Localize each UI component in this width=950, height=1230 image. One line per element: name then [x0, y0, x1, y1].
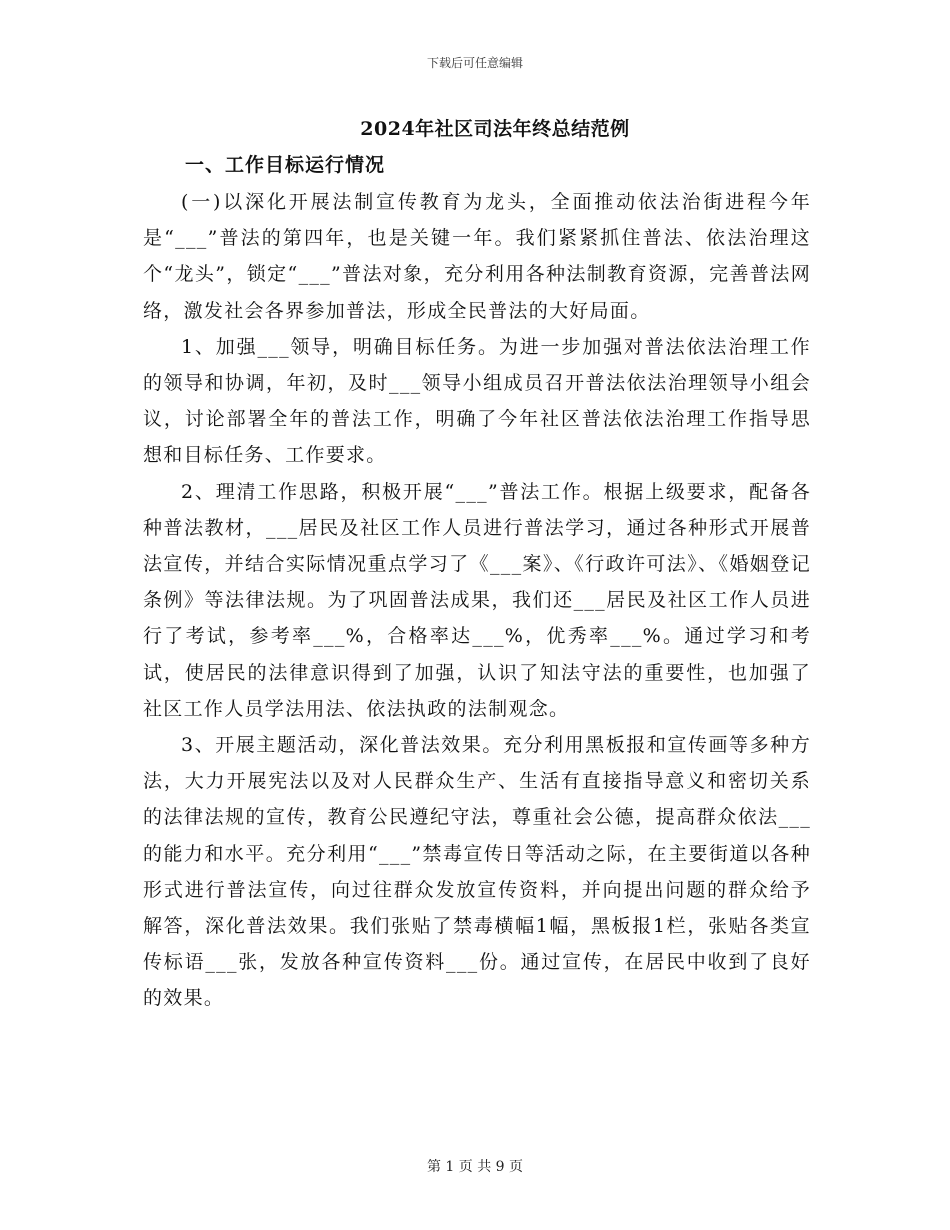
paragraph-intro: (一)以深化开展法制宣传教育为龙头，全面推动依法治街进程今年是“___”普法的第四年，也是关键一年。我们紧紧抓住普法、依法治理这个“龙头”，锁定“___”普法对象，充分利用各种法制教育资源，完善普法网络，激发社会各界参加普法，形成全民普法的大好局面。: [143, 191, 811, 322]
page-footer: 第 1 页 共 9 页: [426, 1159, 524, 1175]
paragraph-2: 2、理清工作思路，积极开展“___”普法工作。根据上级要求，配备各种普法教材，___居民及社区工作人员进行普法学习，通过各种形式开展普法宣传，并结合实际情况重点学习了《___案》、《行政许可法》、《婚姻登记条例》等法律法规。为了巩固普法成果，我们还___居民及社区工作人员进行了考试，参考率___%，合格率达___%，优秀率___%。通过学习和考试，使居民的法律意识得到了加强，认识了知法守法的重要性，也加强了社区工作人员学法用法、依法执政的法制观念。: [143, 480, 811, 720]
body-text: [143, 184, 811, 1017]
paragraph-1: 1、加强___领导，明确目标任务。为进一步加强对普法依法治理工作的领导和协调，年初，及时___领导小组成员召开普法依法治理领导小组会议，讨论部署全年的普法工作，明确了今年社区普法依法治理工作指导思想和目标任务、工作要求。: [143, 335, 811, 467]
document-title: 2024年社区司法年终总结范例: [360, 118, 630, 140]
header-note: 下载后可任意编辑: [426, 56, 523, 70]
paragraph-3: 3、开展主题活动，深化普法效果。充分利用黑板报和宣传画等多种方法，大力开展宪法以及对人民群众生产、生活有直接指导意义和密切关系的法律法规的宣传，教育公民遵纪守法，尊重社会公德，提高群众依法___的能力和水平。充分利用“___”禁毒宣传日等活动之际，在主要街道以各种形式进行普法宣传，向过往群众发放宣传资料，并向提出问题的群众给予解答，深化普法效果。我们张贴了禁毒横幅1幅，黑板报1栏，张贴各类宣传标语___张，发放各种宣传资料___份。通过宣传，在居民中收到了良好的效果。: [143, 734, 811, 1010]
section-heading: 一、工作目标运行情况: [185, 154, 386, 176]
